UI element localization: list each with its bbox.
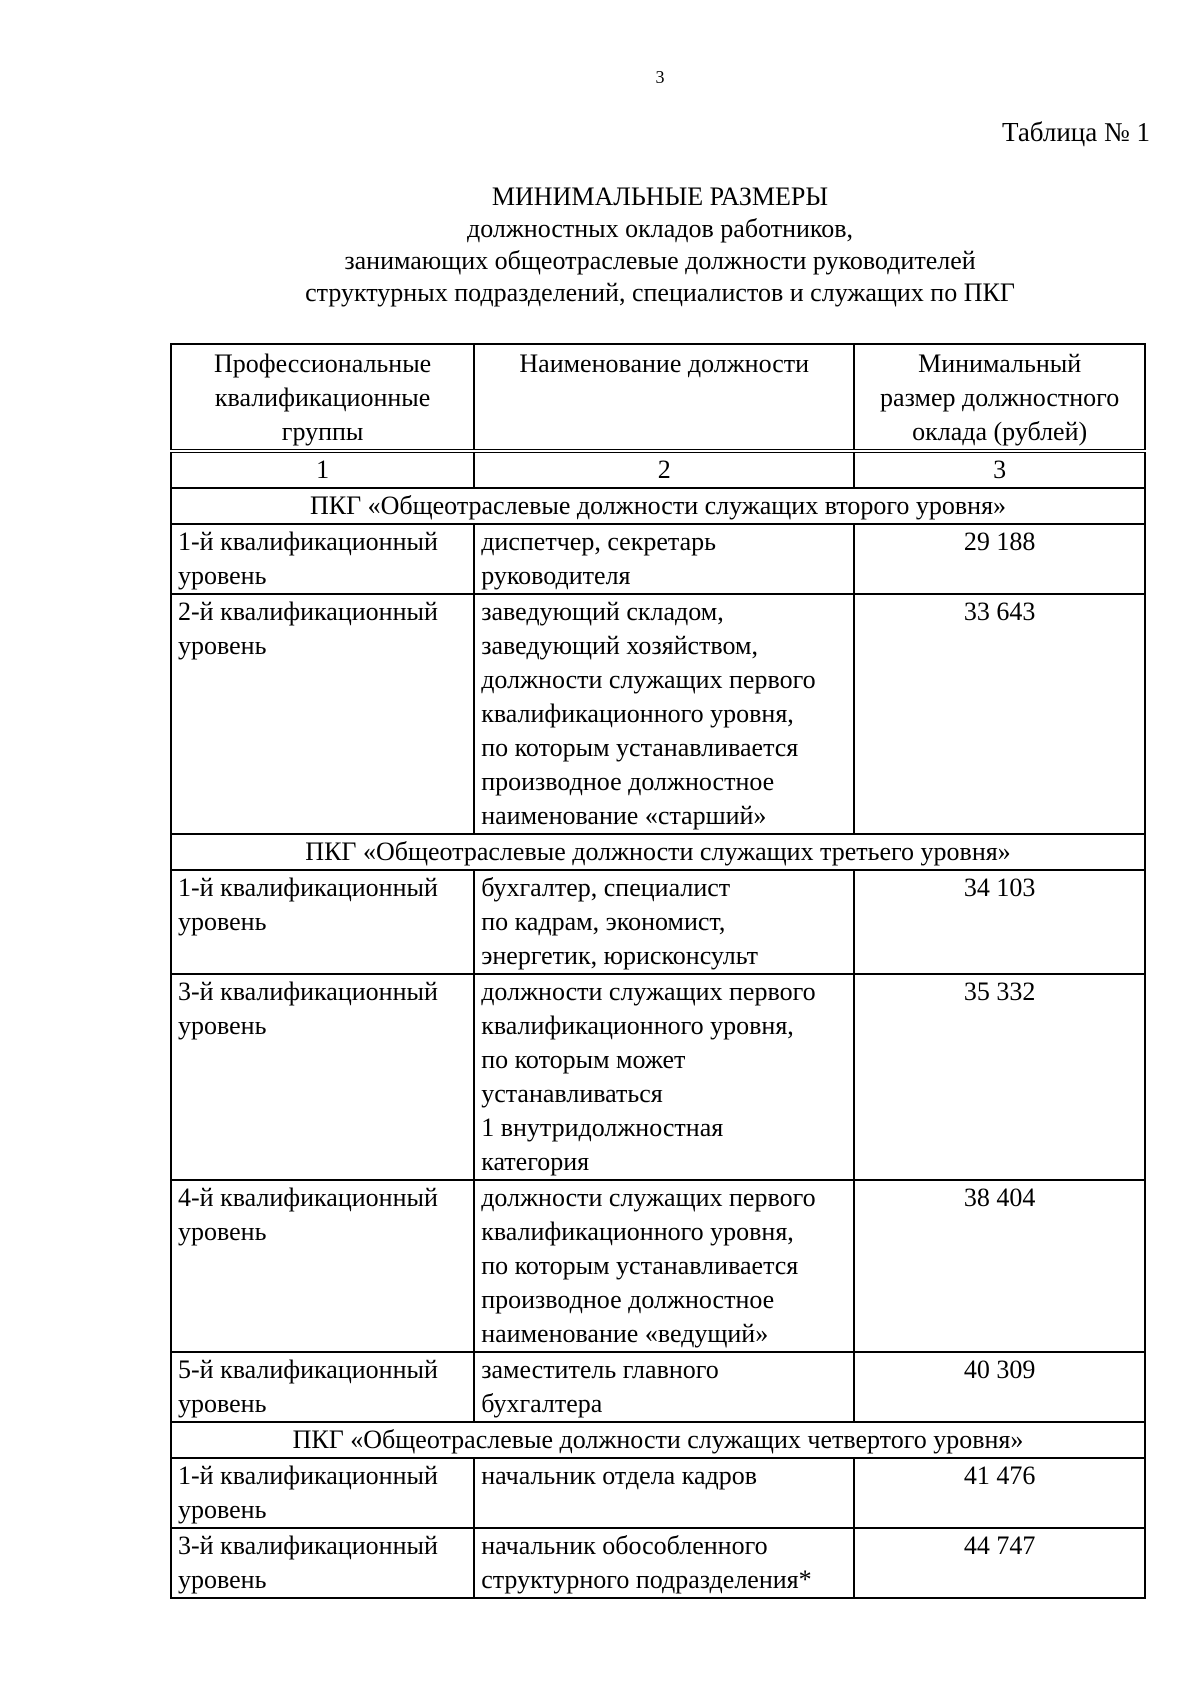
qualification-level-line: 1-й квалификационный	[178, 527, 438, 556]
position-name-line: 1 внутридолжностная	[481, 1113, 724, 1142]
position-name-line: наименование «ведущий»	[481, 1319, 769, 1348]
document-subtitle	[0, 213, 1200, 309]
qualification-level-cell	[171, 1458, 474, 1528]
qualification-level-cell	[171, 524, 474, 594]
section-title: ПКГ «Общеотраслевые должности служащих третьего уровня»	[171, 834, 1145, 870]
position-name-line: руководителя	[481, 561, 631, 590]
position-name-line: должности служащих первого	[481, 977, 816, 1006]
qualification-level-line: 5-й квалификационный	[178, 1355, 438, 1384]
position-name-cell	[474, 1180, 854, 1352]
table-row	[171, 1458, 1145, 1528]
position-name-line: по кадрам, экономист,	[481, 907, 726, 936]
salary-value: 38 404	[854, 1180, 1145, 1352]
salary-value: 41 476	[854, 1458, 1145, 1528]
subtitle-line: занимающих общеотраслевые должности руководителей	[344, 246, 976, 275]
document-title: МИНИМАЛЬНЫЕ РАЗМЕРЫ	[491, 182, 829, 211]
position-name-line: энергетик, юрисконсульт	[481, 941, 758, 970]
table-row	[171, 1352, 1145, 1422]
position-name-line: производное должностное	[481, 1285, 775, 1314]
position-name-cell	[474, 524, 854, 594]
section-title: ПКГ «Общеотраслевые должности служащих второго уровня»	[171, 488, 1145, 524]
salary-value: 40 309	[854, 1352, 1145, 1422]
subtitle-line: должностных окладов работников,	[466, 214, 854, 243]
position-name-line: бухгалтер, специалист	[481, 873, 731, 902]
salary-value: 44 747	[854, 1528, 1145, 1598]
table-row	[171, 524, 1145, 594]
table-label: Таблица № 1	[1002, 117, 1150, 147]
qualification-level-cell	[171, 870, 474, 974]
subtitle-line: структурных подразделений, специалистов и служащих по ПКГ	[305, 278, 1015, 307]
column-number: 2	[474, 451, 854, 488]
salary-value: 35 332	[854, 974, 1145, 1180]
qualification-level-cell	[171, 594, 474, 834]
position-name-line: по которым может	[481, 1045, 686, 1074]
qualification-level-line: уровень	[178, 1011, 267, 1040]
section-header-row	[171, 834, 1145, 870]
column-number: 3	[854, 451, 1145, 488]
table-row	[171, 1180, 1145, 1352]
qualification-level-line: 3-й квалификационный	[178, 1531, 438, 1560]
position-name-cell	[474, 870, 854, 974]
position-name-line: по которым устанавливается	[481, 1251, 799, 1280]
salary-table	[170, 343, 1146, 1599]
qualification-level-cell	[171, 1352, 474, 1422]
qualification-level-line: уровень	[178, 631, 267, 660]
qualification-level-line: уровень	[178, 907, 267, 936]
position-name-line: заведующий складом,	[481, 597, 724, 626]
table-row	[171, 1528, 1145, 1598]
table-row	[171, 974, 1145, 1180]
salary-value: 34 103	[854, 870, 1145, 974]
header-group: Профессиональные квалификационные группы	[171, 344, 474, 451]
position-name-line: должности служащих первого	[481, 1183, 816, 1212]
qualification-level-line: уровень	[178, 1495, 267, 1524]
position-name-line: квалификационного уровня,	[481, 1011, 794, 1040]
position-name-line: должности служащих первого	[481, 665, 816, 694]
position-name-line: заместитель главного	[481, 1355, 719, 1384]
position-name-line: начальник отдела кадров	[481, 1461, 757, 1490]
table-row	[171, 594, 1145, 834]
table-body	[171, 488, 1145, 1598]
salary-value: 33 643	[854, 594, 1145, 834]
qualification-level-cell	[171, 974, 474, 1180]
section-title: ПКГ «Общеотраслевые должности служащих четвертого уровня»	[171, 1422, 1145, 1458]
qualification-level-line: уровень	[178, 1389, 267, 1418]
position-name-line: квалификационного уровня,	[481, 1217, 794, 1246]
position-name-line: наименование «старший»	[481, 801, 767, 830]
column-number-row	[171, 451, 1145, 488]
position-name-line: диспетчер, секретарь	[481, 527, 716, 556]
qualification-level-line: 4-й квалификационный	[178, 1183, 438, 1212]
column-number: 1	[171, 451, 474, 488]
position-name-line: бухгалтера	[481, 1389, 603, 1418]
section-header-row	[171, 1422, 1145, 1458]
position-name-cell	[474, 1352, 854, 1422]
position-name-line: производное должностное	[481, 767, 775, 796]
position-name-cell	[474, 1528, 854, 1598]
salary-value: 29 188	[854, 524, 1145, 594]
section-header-row	[171, 488, 1145, 524]
page-number: 3	[655, 67, 665, 87]
qualification-level-line: 2-й квалификационный	[178, 597, 438, 626]
qualification-level-line: уровень	[178, 1565, 267, 1594]
qualification-level-line: 1-й квалификационный	[178, 1461, 438, 1490]
table-row	[171, 870, 1145, 974]
position-name-line: заведующий хозяйством,	[481, 631, 758, 660]
header-salary: Минимальный размер должностного оклада (рублей)	[854, 344, 1145, 451]
position-name-line: категория	[481, 1147, 590, 1176]
position-name-line: начальник обособленного	[481, 1531, 768, 1560]
qualification-level-line: уровень	[178, 1217, 267, 1246]
qualification-level-line: 1-й квалификационный	[178, 873, 438, 902]
position-name-line: по которым устанавливается	[481, 733, 799, 762]
position-name-cell	[474, 594, 854, 834]
position-name-cell	[474, 974, 854, 1180]
position-name-line: структурного подразделения*	[481, 1565, 812, 1594]
qualification-level-cell	[171, 1528, 474, 1598]
table-header-row	[171, 344, 1145, 451]
qualification-level-cell	[171, 1180, 474, 1352]
position-name-cell	[474, 1458, 854, 1528]
qualification-level-line: 3-й квалификационный	[178, 977, 438, 1006]
position-name-line: устанавливаться	[481, 1079, 663, 1108]
header-position: Наименование должности	[474, 344, 854, 451]
qualification-level-line: уровень	[178, 561, 267, 590]
position-name-line: квалификационного уровня,	[481, 699, 794, 728]
